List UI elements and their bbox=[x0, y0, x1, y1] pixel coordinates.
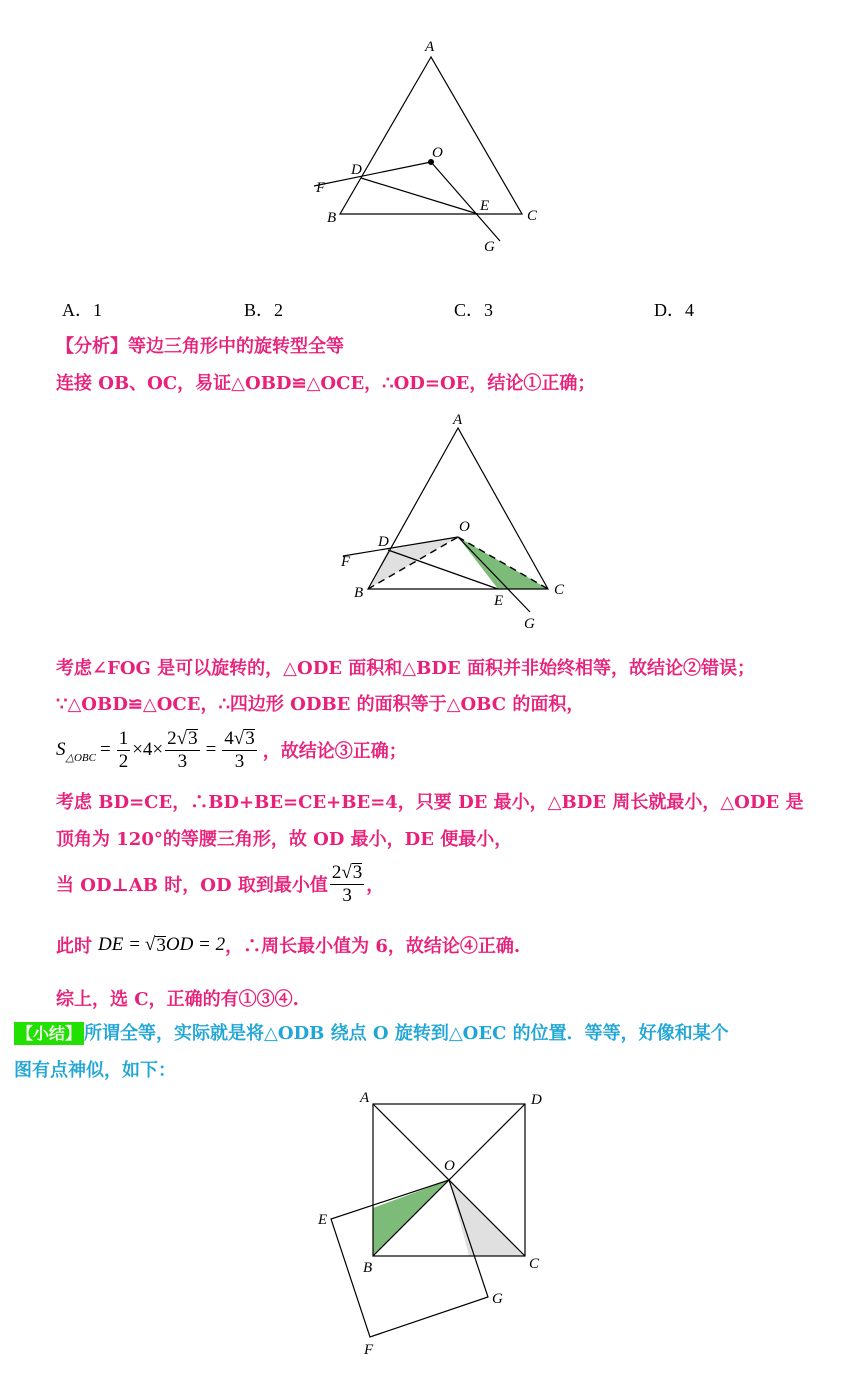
fraction-one-half bbox=[117, 728, 131, 773]
formula-equals: = bbox=[205, 739, 217, 760]
triangle-abc bbox=[340, 57, 522, 214]
choice-value: 2 bbox=[274, 300, 284, 320]
fraction-denominator: 3 bbox=[177, 750, 188, 772]
summary-text-1: 所谓全等，实际就是将△ODB 绕点 O 旋转到△OEC 的位置．等等，好像和某个 bbox=[84, 1023, 729, 1044]
formula-s: S bbox=[56, 739, 66, 760]
formula-conclusion: ，故结论③正确； bbox=[262, 741, 407, 762]
formula-four: 4 bbox=[142, 739, 153, 760]
figure-square-rotation bbox=[310, 1085, 560, 1360]
label-g: G bbox=[484, 239, 495, 255]
label-e: E bbox=[318, 1212, 328, 1228]
min-value-text: 当 OD⊥AB 时，OD 取到最小值 bbox=[56, 875, 328, 896]
formula-subscript: △OBC bbox=[65, 751, 96, 764]
label-o: O bbox=[432, 145, 443, 161]
ray-og bbox=[431, 162, 500, 241]
label-b: B bbox=[327, 210, 337, 226]
label-a: A bbox=[360, 1090, 370, 1106]
label-o: O bbox=[444, 1158, 455, 1174]
line8-tail: ，∴周长最小值为 6，故结论④正确. bbox=[225, 936, 521, 957]
choice-b[interactable] bbox=[244, 296, 283, 322]
choice-d[interactable] bbox=[654, 296, 694, 322]
label-g: G bbox=[492, 1291, 503, 1307]
label-g: G bbox=[524, 616, 535, 632]
figure-equilateral-triangle-2 bbox=[330, 405, 580, 635]
label-d: D bbox=[531, 1092, 542, 1108]
choice-c[interactable] bbox=[454, 296, 493, 322]
area-formula bbox=[56, 722, 407, 778]
choice-a[interactable] bbox=[62, 296, 102, 322]
choice-letter: D． bbox=[654, 300, 685, 320]
label-c: C bbox=[529, 1256, 540, 1272]
label-e: E bbox=[480, 198, 490, 214]
figure-equilateral-triangle-1 bbox=[300, 30, 560, 260]
fraction-denominator: 3 bbox=[234, 750, 245, 772]
choice-letter: C． bbox=[454, 300, 485, 320]
label-b: B bbox=[363, 1260, 373, 1276]
choice-value: 3 bbox=[484, 300, 494, 320]
fraction-coefficient: 4 bbox=[224, 727, 234, 749]
choice-letter: A． bbox=[62, 300, 93, 320]
label-c: C bbox=[527, 208, 538, 224]
summary-badge: 【小结】 bbox=[14, 1022, 84, 1045]
label-a: A bbox=[425, 39, 435, 55]
explanation-line-6: 顶角为 120°的等腰三角形，故 OD 最小，DE 便最小， bbox=[56, 829, 513, 850]
radicand: 3 bbox=[245, 727, 255, 749]
fraction-coefficient: 2 bbox=[167, 727, 177, 749]
label-d: D bbox=[351, 162, 362, 178]
formula-times: × bbox=[152, 739, 164, 760]
expr-od: OD = 2 bbox=[165, 934, 226, 955]
formula-equals: = bbox=[99, 739, 111, 760]
explanation-line-8: 此时 DE = √ 3 OD = 2 ，∴周长最小值为 6，故结论④正确. bbox=[56, 934, 521, 957]
label-f: F bbox=[341, 554, 351, 570]
label-o: O bbox=[459, 519, 470, 535]
fraction-denominator: 2 bbox=[118, 750, 129, 772]
summary-line-1 bbox=[14, 1019, 729, 1045]
radicand: 3 bbox=[188, 727, 198, 749]
explanation-line-7 bbox=[56, 856, 384, 912]
explanation-line-2: 考虑∠FOG 是可以旋转的，△ODE 面积和△BDE 面积并非始终相等，故结论②错误； bbox=[56, 658, 755, 679]
explanation-line-3: ∵△OBD≌△OCE，∴四边形 ODBE 的面积等于△OBC 的面积， bbox=[56, 694, 585, 715]
label-d: D bbox=[378, 534, 389, 550]
choice-value: 4 bbox=[685, 300, 694, 320]
explanation-line-9: 综上，选 C，正确的有①③④. bbox=[56, 989, 299, 1010]
fraction-min-value: $\frac{2√3}{3}$ bbox=[331, 861, 363, 906]
radicand: 3 bbox=[352, 861, 363, 883]
expr-de: DE = bbox=[98, 934, 141, 955]
label-a: A bbox=[453, 412, 463, 428]
analysis-line-1: 连接 OB、OC，易证△OBD≌△OCE，∴OD=OE，结论①正确； bbox=[56, 373, 596, 394]
analysis-title: 【分析】等边三角形中的旋转型全等 bbox=[56, 336, 344, 357]
min-value-tail: ， bbox=[366, 875, 385, 896]
fraction-numerator: 1 bbox=[118, 727, 129, 749]
fraction-coefficient: 2 bbox=[331, 861, 342, 883]
fraction-two-root-three-over-three: $\frac{2√3}{3}$ bbox=[167, 727, 198, 772]
choice-letter: B． bbox=[244, 300, 275, 320]
explanation-line-5: 考虑 BD=CE，∴BD+BE=CE+BE=4，只要 DE 最小，△BDE 周长就最小，△ODE 是 bbox=[56, 792, 804, 813]
label-f: F bbox=[364, 1342, 374, 1358]
line8-head: 此时 bbox=[56, 936, 92, 957]
label-b: B bbox=[354, 585, 364, 601]
formula-times: × bbox=[132, 739, 143, 760]
summary-line-2: 图有点神似，如下： bbox=[14, 1060, 176, 1081]
label-f: F bbox=[316, 180, 326, 196]
fraction-four-root-three-over-three: $\frac{4√3}{3}$ bbox=[224, 727, 255, 772]
ray-of bbox=[314, 162, 431, 186]
choice-value: 1 bbox=[93, 300, 102, 320]
label-c: C bbox=[554, 582, 565, 598]
radicand: 3 bbox=[156, 934, 166, 956]
fraction-denominator: 3 bbox=[342, 884, 352, 906]
label-e: E bbox=[494, 593, 504, 609]
